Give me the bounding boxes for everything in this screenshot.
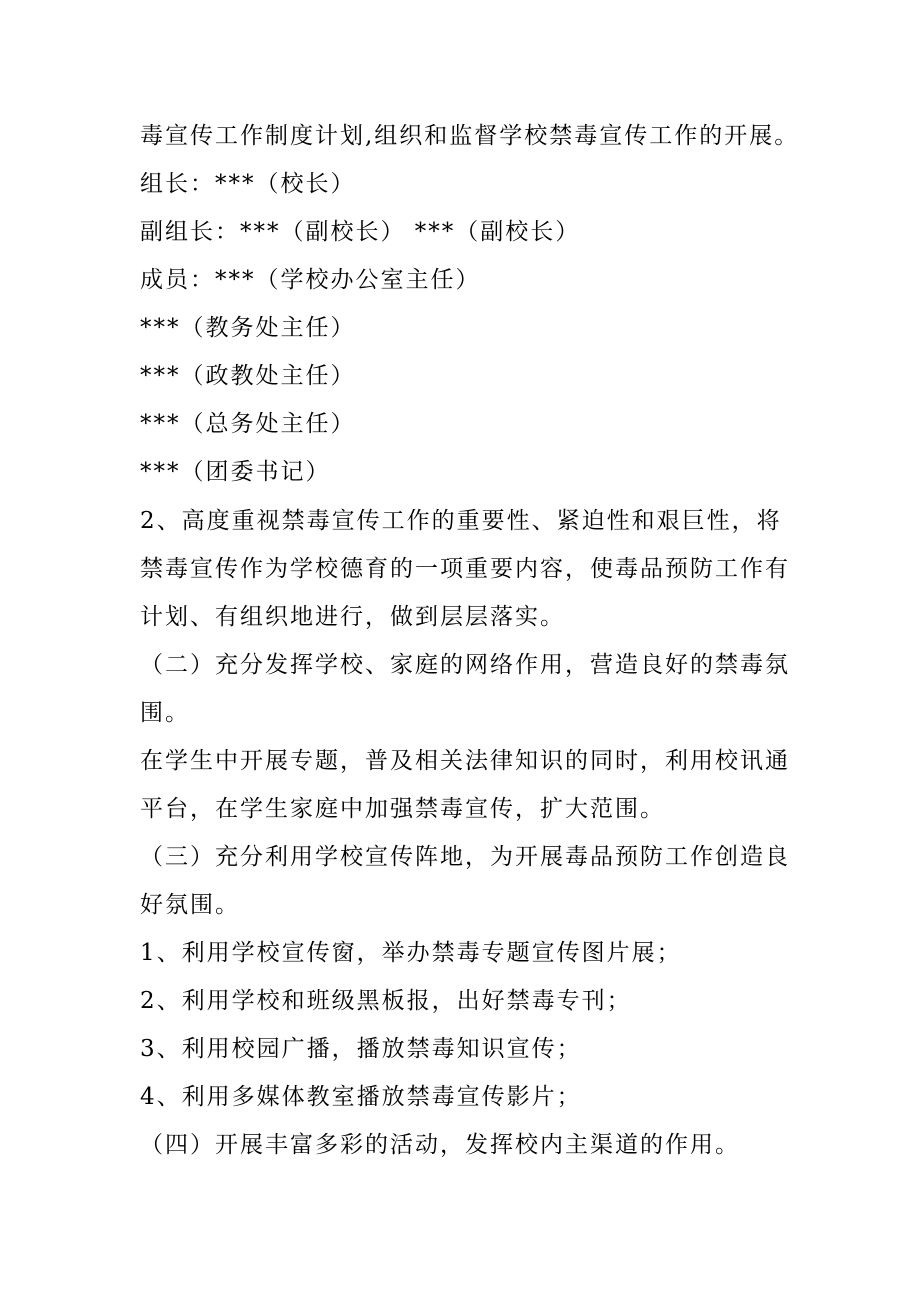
text-line-21: 4、利用多媒体教室播放禁毒宣传影片； bbox=[140, 1084, 582, 1110]
text-line-8: ***（团委书记） bbox=[140, 459, 331, 485]
text-line-18: 1、利用学校宣传窗，举办禁毒专题宣传图片展； bbox=[140, 940, 682, 966]
text-line-22: （四）开展丰富多彩的活动，发挥校内主渠道的作用。 bbox=[140, 1132, 740, 1158]
text-line-5: ***（教务处主任） bbox=[140, 315, 356, 341]
text-line-7: ***（总务处主任） bbox=[140, 411, 356, 437]
text-line-15: 平台，在学生家庭中加强禁毒宣传，扩大范围。 bbox=[140, 796, 665, 822]
text-line-17: 好氛围。 bbox=[140, 892, 240, 918]
text-line-2: 组长：***（校长） bbox=[140, 171, 356, 197]
text-line-14: 在学生中开展专题，普及相关法律知识的同时，利用校讯通 bbox=[140, 748, 790, 774]
text-line-4: 成员：***（学校办公室主任） bbox=[140, 267, 481, 293]
text-line-13: 围。 bbox=[140, 700, 190, 726]
text-line-1: 毒宣传工作制度计划,组织和监督学校禁毒宣传工作的开展。 bbox=[140, 123, 800, 149]
text-line-10: 禁毒宣传作为学校德育的一项重要内容，使毒品预防工作有 bbox=[140, 556, 790, 582]
text-line-16: （三）充分利用学校宣传阵地，为开展毒品预防工作创造良 bbox=[140, 844, 790, 870]
text-line-12: （二）充分发挥学校、家庭的网络作用，营造良好的禁毒氛 bbox=[140, 652, 790, 678]
text-line-19: 2、利用学校和班级黑板报，出好禁毒专刊； bbox=[140, 988, 632, 1014]
text-line-20: 3、利用校园广播，播放禁毒知识宣传； bbox=[140, 1036, 582, 1062]
text-line-6: ***（政教处主任） bbox=[140, 363, 356, 389]
text-line-3: 副组长：***（副校长） ***（副校长） bbox=[140, 219, 581, 245]
text-line-11: 计划、有组织地进行，做到层层落实。 bbox=[140, 604, 565, 630]
text-line-9: 2、高度重视禁毒宣传工作的重要性、紧迫性和艰巨性，将 bbox=[140, 508, 782, 534]
